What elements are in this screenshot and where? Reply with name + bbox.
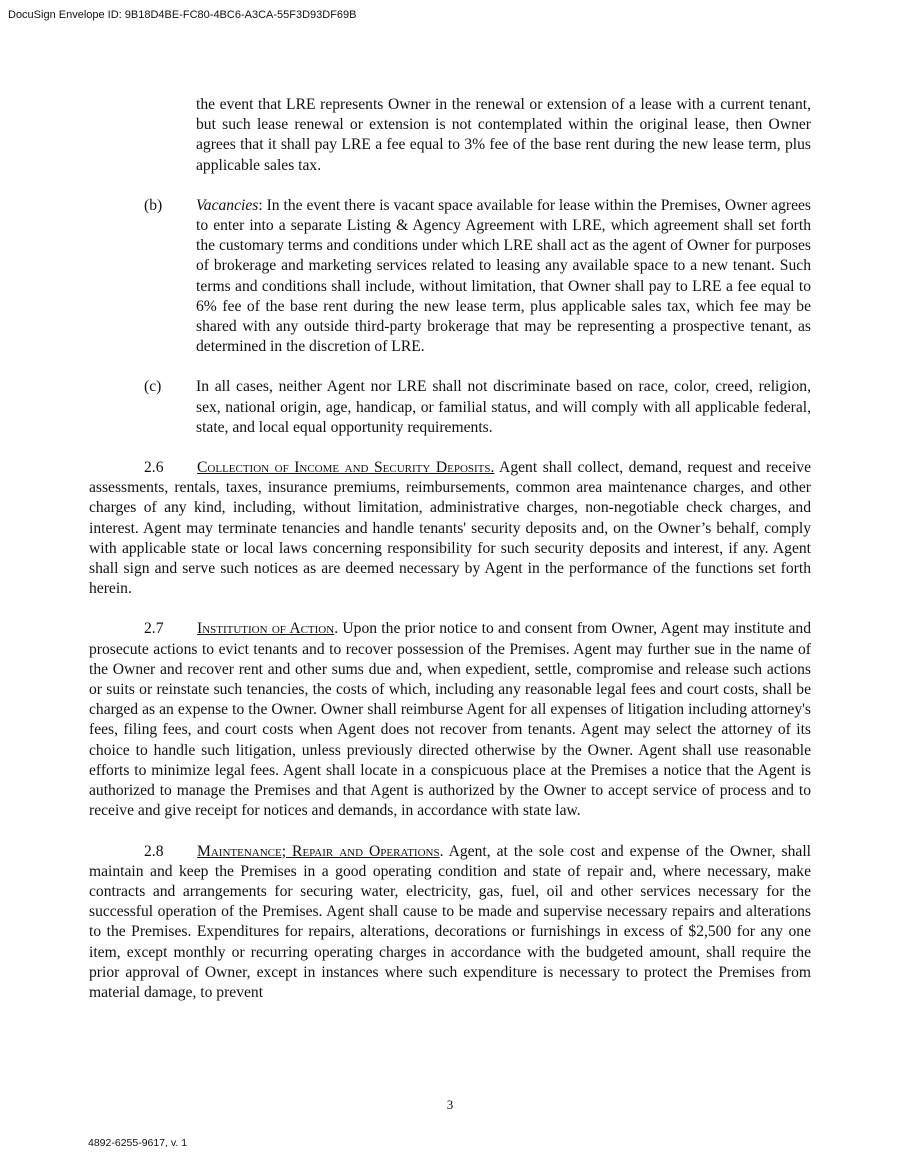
continuation-paragraph: the event that LRE represents Owner in the renewal or extension of a lease with a current tenant, but such lease renewal or extension is not contemplated within the original lease, then Owner agrees that it shall pay LRE a fee equal to 3% fee of the base rent during the new lease term, plus applicable sales tax. bbox=[196, 96, 811, 174]
list-item-b bbox=[89, 196, 811, 358]
list-item-c bbox=[89, 377, 811, 438]
document-body bbox=[89, 95, 811, 1003]
document-number: 4892-6255-9617, v. 1 bbox=[88, 1137, 188, 1149]
section-text: . Agent, at the sole cost and expense of the Owner, shall maintain and keep the Premises in a good operating condition and state of repair and, where necessary, make contracts and arrangements for securing water, electricity, gas, fuel, oil and other services necessary for the successful operation of the Premises. Agent shall cause to be made and supervise necessary repairs and alterations to the Premises. Expenditures for repairs, alterations, decorations or furnishings in excess of $2,500 for any one item, except monthly or recurring operating charges in accordance with the budgeted amount, shall require the prior approval of Owner, except in instances where such expenditure is necessary to protect the Premises from material damage, to prevent bbox=[89, 842, 811, 1001]
section-heading: Maintenance; Repair and Operations bbox=[197, 842, 440, 860]
item-text: In the event there is vacant space available for lease within the Premises, Owner agrees to enter into a separate Listing & Agency Agreement with LRE, which agreement shall set forth the customary terms and conditions under which LRE shall act as the agent of Owner for purposes of brokerage and marketing services related to leasing any available space to a new tenant. Such terms and conditions shall include, without limitation, that Owner shall pay to LRE a fee equal to 6% fee of the base rent during the new lease term, plus applicable sales tax, which fee may be shared with any outside third-party brokerage that may be representing a prospective tenant, as determined in the discretion of LRE. bbox=[196, 196, 811, 356]
section-2-7 bbox=[89, 619, 811, 821]
section-2-6 bbox=[89, 458, 811, 599]
section-number: 2.7 bbox=[144, 620, 164, 638]
section-2-8 bbox=[89, 842, 811, 1004]
section-text: . Upon the prior notice to and consent from Owner, Agent may institute and prosecute actions to evict tenants and to recover possession of the Premises. Agent may further sue in the name of the Owner and recover rent and other sums due and, when expedient, settle, compromise and release such actions or suits or reinstate such tenancies, the costs of which, including any reasonable legal fees and court costs, shall be charged as an expense to the Owner. Owner shall reimburse Agent for all expenses of litigation including attorney's fees, filing fees, and court costs when Agent does not recover from tenants. Agent may select the attorney of its choice to handle such litigation, unless previously directed otherwise by the Owner. Agent shall use reasonable efforts to minimize legal fees. Agent shall locate in a conspicuous place at the Premises a notice that the Agent is authorized to manage the Premises and that Agent is authorized by the Owner to accept service of process and to receive and give receipt for notices and demands, in accordance with state law. bbox=[89, 620, 811, 820]
item-title: Vacancies bbox=[196, 196, 259, 214]
item-text: In all cases, neither Agent nor LRE shall not discriminate based on race, color, creed, religion, sex, national origin, age, handicap, or familial status, and will comply with all applicable federal, state, and local equal opportunity requirements. bbox=[196, 378, 811, 436]
item-label: (c) bbox=[144, 378, 162, 396]
section-heading: Institution of Action bbox=[197, 620, 335, 638]
section-number: 2.8 bbox=[144, 842, 164, 860]
section-heading: Collection of Income and Security Deposits. bbox=[197, 459, 495, 477]
item-label: (b) bbox=[144, 196, 163, 214]
page-number: 3 bbox=[446, 1097, 454, 1112]
section-text: Agent shall collect, demand, request and receive assessments, rentals, taxes, insurance premiums, reimbursements, common area maintenance charges, and other charges of any kind, including, without limitation, administrative charges, non-negotiable check charges, and interest. Agent may terminate tenancies and handle tenants' security deposits and, on the Owner’s behalf, comply with applicable state or local laws concerning responsibility for such security deposits and interest, if any. Agent shall sign and serve such notices as are deemed necessary by Agent in the performance of the functions set forth herein. bbox=[89, 459, 811, 598]
envelope-id: DocuSign Envelope ID: 9B18D4BE-FC80-4BC6-A3CA-55F3D93DF69B bbox=[8, 9, 357, 21]
section-number: 2.6 bbox=[144, 459, 164, 477]
item-title-suffix: : bbox=[258, 196, 263, 214]
